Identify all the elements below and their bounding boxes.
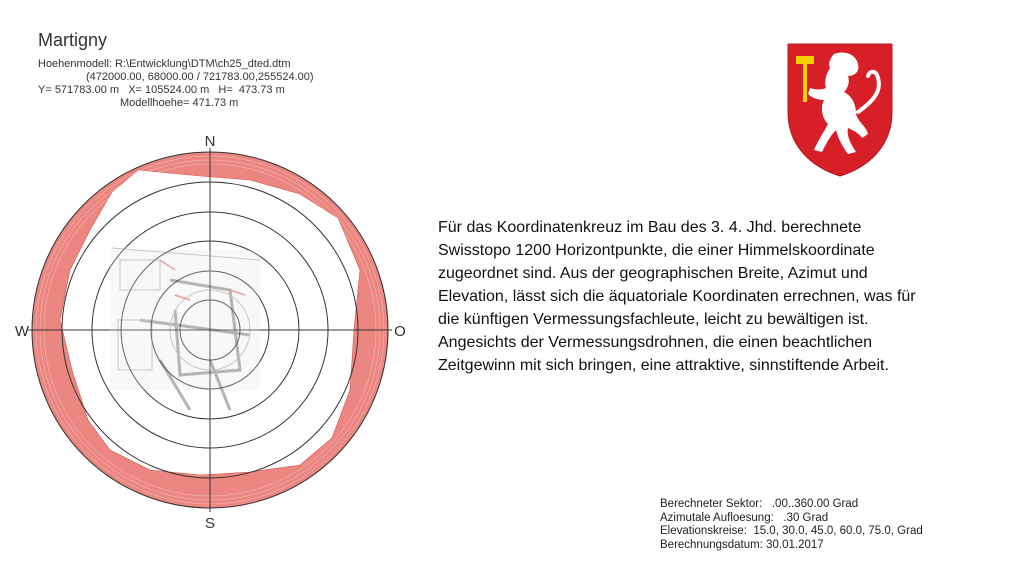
coordinates-line: Y= 571783.00 m X= 105524.00 m H= 473.73 m [38,84,285,96]
compass-north: N [204,133,216,150]
model-bounds-line: (472000.00, 68000.00 / 721783.00,255524.00) [86,71,314,83]
site-plan-overlay [110,248,260,410]
location-title: Martigny [38,30,108,50]
calculation-parameters [660,498,923,552]
elevation-circles-label: Elevationskreise: 15.0, 30.0, 45.0, 60.0, 75.0, Grad [660,525,923,537]
compass-west: W [14,323,30,340]
azimuth-resolution: Azimutale Aufloesung: .30 Grad [660,511,829,524]
description-text [438,216,938,377]
model-height-line: Modellhoehe= 471.73 m [120,97,239,109]
calculation-date: Berechnungsdatum: 30.01.2017 [660,538,824,551]
model-path-line: Hoehenmodell: R:\Entwicklung\DTM\ch25_dted.dtm [38,58,291,70]
compass-east: O [394,323,406,340]
description-paragraph: Für das Koordinatenkreuz im Bau des 3. 4. Jhd. berechnete Swisstopo 1200 Horizontpunkte, die einer Himmelskoordinate zugeordnet sind. Aus der geographischen Breite, Azimut und Elevation, lässt sich die äquatoriale Koordinaten errechnen, was für die künftigen Vermessungsfachleute, leicht zu bewältigen ist. Angesichts der Vermessungsdrohnen, die einen beachtlichen Zeitgewinn mit sich bringen, eine attraktive, sinnstiftende Arbeit. [438,219,916,374]
computed-sector: Berechneter Sektor: .00..360.00 Grad [660,498,859,510]
martigny-coat-of-arms [786,42,894,178]
horizon-skyplot [0,120,420,540]
compass-south: S [204,515,216,532]
report-header [38,30,314,110]
